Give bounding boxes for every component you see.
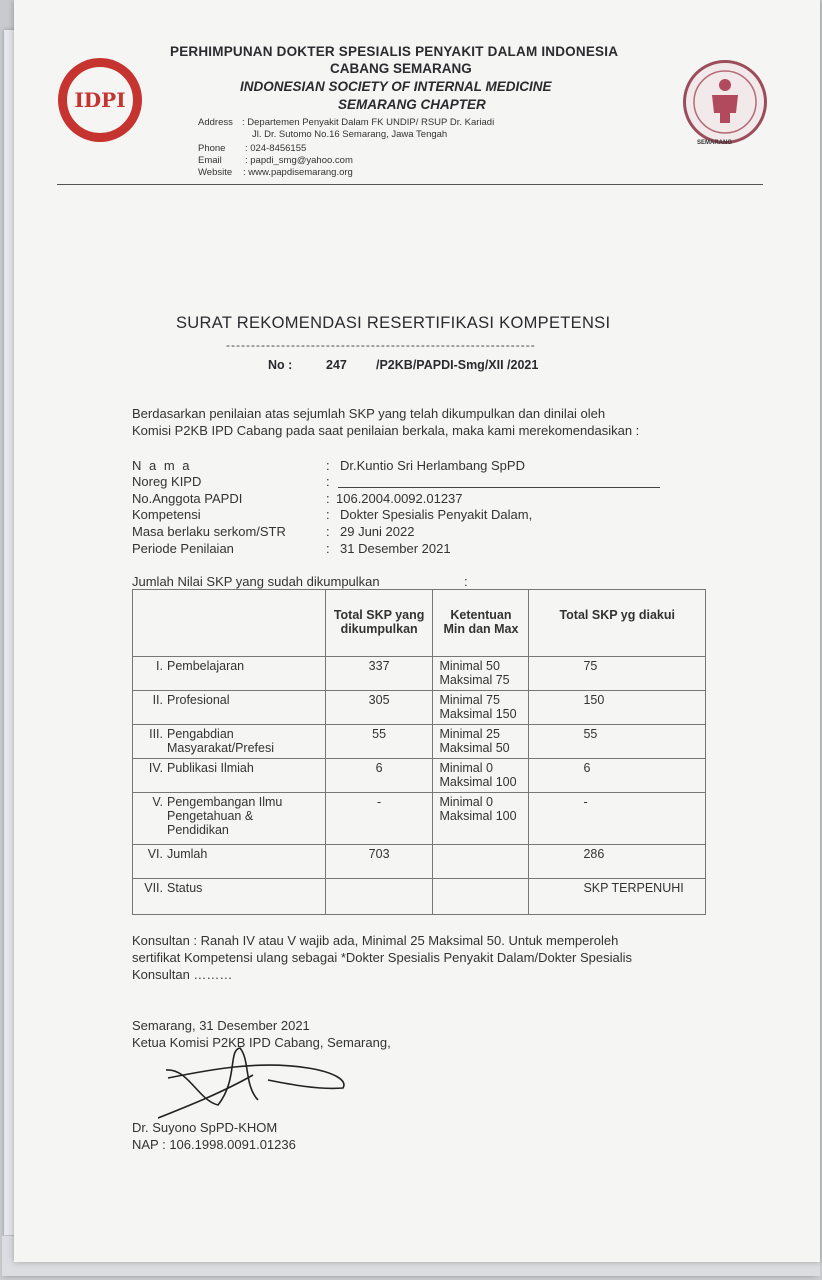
noreg-underline: [338, 487, 660, 488]
address-value-2: Jl. Dr. Sutomo No.16 Semarang, Jawa Tengah: [252, 129, 448, 140]
field-value-kompetensi: Dokter Spesialis Penyakit Dalam,: [340, 507, 533, 522]
table-row: [133, 845, 706, 879]
address-label: Address: [198, 117, 233, 128]
row-rule: [433, 845, 529, 879]
header-skp-diakui: Total SKP yg diakui: [529, 590, 706, 657]
row-number: I.: [156, 659, 163, 673]
row-acknowledged: 286: [529, 845, 706, 879]
row-rule-max: Maksimal 50: [439, 741, 510, 755]
org-chapter-english: SEMARANG CHAPTER: [338, 97, 486, 112]
title-dash-line: --------------------------------------------------------------: [226, 338, 536, 352]
number-value: 247: [326, 358, 347, 372]
field-label-nama: N a m a: [132, 458, 192, 473]
row-acknowledged: -: [529, 793, 706, 845]
row-number: III.: [149, 727, 163, 741]
field-label-kompetensi: Kompetensi: [132, 507, 201, 522]
signer-name: Dr. Suyono SpPD-KHOM: [132, 1120, 278, 1135]
header-ketentuan: Ketentuan Min dan Max: [433, 590, 529, 657]
field-value-nama: Dr.Kuntio Sri Herlambang SpPD: [340, 458, 525, 473]
table-row: [133, 657, 706, 691]
website-value: : www.papdisemarang.org: [243, 167, 353, 178]
header-empty: [133, 590, 326, 657]
row-name: Profesional: [167, 693, 230, 707]
human-figure-icon: [686, 63, 764, 141]
field-label-anggota: No.Anggota PAPDI: [132, 491, 243, 506]
number-label: No :: [268, 358, 293, 372]
row-total: 337: [325, 657, 433, 691]
row-acknowledged: SKP TERPENUHI: [529, 879, 706, 915]
field-colon: :: [326, 458, 330, 473]
table-row: [133, 725, 706, 759]
signer-title: Ketua Komisi P2KB IPD Cabang, Semarang,: [132, 1035, 391, 1050]
field-value-anggota: 106.2004.0092.01237: [336, 491, 463, 506]
row-rule-min: Minimal 50: [439, 659, 500, 673]
row-total: 305: [325, 691, 433, 725]
row-acknowledged: 150: [529, 691, 706, 725]
semarang-chapter-logo: [683, 60, 767, 144]
row-rule: [433, 879, 529, 915]
row-rule-max: Maksimal 100: [439, 809, 517, 823]
phone-value: : 024-8456155: [245, 143, 307, 154]
skp-table: [132, 589, 706, 915]
row-rule: [433, 793, 529, 845]
field-colon: :: [326, 474, 330, 489]
row-name: Jumlah: [167, 847, 208, 861]
row-rule-min: Minimal 0: [439, 761, 493, 775]
field-colon: :: [326, 524, 330, 539]
website-label: Website: [198, 167, 233, 178]
field-label-periode: Periode Penilaian: [132, 541, 234, 556]
row-acknowledged: 75: [529, 657, 706, 691]
row-rule-max: Maksimal 75: [439, 673, 510, 687]
row-number: IV.: [148, 761, 163, 775]
header-total-skp: Total SKP yang dikumpulkan: [325, 590, 433, 657]
table-caption-colon: :: [464, 574, 468, 589]
row-name: Pengembangan Ilmu Pengetahuan & Pendidikan: [167, 795, 283, 837]
table-row: [133, 759, 706, 793]
email-value: : papdi_smg@yahoo.com: [245, 155, 353, 166]
row-rule: [433, 725, 529, 759]
row-rule-min: Minimal 75: [439, 693, 500, 707]
row-rule: [433, 691, 529, 725]
signature-image: [158, 1040, 358, 1120]
row-name: Pembelajaran: [167, 659, 245, 673]
table-row: [133, 879, 706, 915]
row-rule-min: Minimal 25: [439, 727, 500, 741]
number-suffix: /P2KB/PAPDI-Smg/XII /2021: [376, 358, 539, 372]
row-number: VI.: [147, 847, 163, 861]
intro-line-2: Komisi P2KB IPD Cabang pada saat penilaian berkala, maka kami merekomendasikan :: [132, 423, 640, 438]
row-total: 55: [325, 725, 433, 759]
org-name-english: INDONESIAN SOCIETY OF INTERNAL MEDICINE: [240, 79, 552, 94]
row-name: Status: [167, 881, 203, 895]
row-name: Pengabdian Masyarakat/Prefesi: [167, 727, 274, 755]
address-value-1: : Departemen Penyakit Dalam FK UNDIP/ RSUP Dr. Kariadi: [242, 117, 495, 128]
row-total: 6: [325, 759, 433, 793]
org-name: PERHIMPUNAN DOKTER SPESIALIS PENYAKIT DALAM INDONESIA: [170, 44, 619, 59]
header-divider: [57, 184, 763, 185]
row-number: V.: [152, 795, 163, 809]
table-row: [133, 691, 706, 725]
row-number: II.: [152, 693, 163, 707]
row-total: [325, 879, 433, 915]
idpi-logo-text: IDPI: [64, 64, 136, 136]
document-title: SURAT REKOMENDASI RESERTIFIKASI KOMPETENSI: [176, 314, 611, 332]
row-name: Publikasi Ilmiah: [167, 761, 254, 775]
row-rule-max: Maksimal 150: [439, 707, 517, 721]
row-total: 703: [325, 845, 433, 879]
idpi-logo: [58, 58, 142, 142]
field-value-periode: 31 Desember 2021: [340, 541, 451, 556]
field-label-noreg: Noreg KIPD: [132, 474, 202, 489]
row-rule-min: Minimal 0: [439, 795, 493, 809]
right-logo-caption: SEMARANG: [697, 140, 733, 146]
consultant-line-3: Konsultan ………: [132, 967, 233, 982]
org-branch: CABANG SEMARANG: [330, 61, 472, 76]
table-header-row: [133, 590, 706, 657]
row-acknowledged: 55: [529, 725, 706, 759]
table-row: [133, 793, 706, 845]
field-label-masa-berlaku: Masa berlaku serkom/STR: [132, 524, 286, 539]
field-colon: :: [326, 541, 330, 556]
consultant-line-1: Konsultan : Ranah IV atau V wajib ada, Minimal 25 Maksimal 50. Untuk memperoleh: [132, 933, 619, 948]
field-value-masa-berlaku: 29 Juni 2022: [340, 524, 415, 539]
field-colon: :: [326, 491, 330, 506]
place-date: Semarang, 31 Desember 2021: [132, 1018, 310, 1033]
signer-nap: NAP : 106.1998.0091.01236: [132, 1137, 296, 1152]
row-rule: [433, 759, 529, 793]
phone-label: Phone: [198, 143, 226, 154]
intro-line-1: Berdasarkan penilaian atas sejumlah SKP yang telah dikumpulkan dan dinilai oleh: [132, 406, 606, 421]
row-total: -: [325, 793, 433, 845]
row-rule-max: Maksimal 100: [439, 775, 517, 789]
table-caption: Jumlah Nilai SKP yang sudah dikumpulkan: [132, 574, 380, 589]
email-label: Email: [198, 155, 222, 166]
row-rule: [433, 657, 529, 691]
row-acknowledged: 6: [529, 759, 706, 793]
row-number: VII.: [144, 881, 163, 895]
consultant-line-2: sertifikat Kompetensi ulang sebagai *Dokter Spesialis Penyakit Dalam/Dokter Spesialis: [132, 950, 633, 965]
field-colon: :: [326, 507, 330, 522]
